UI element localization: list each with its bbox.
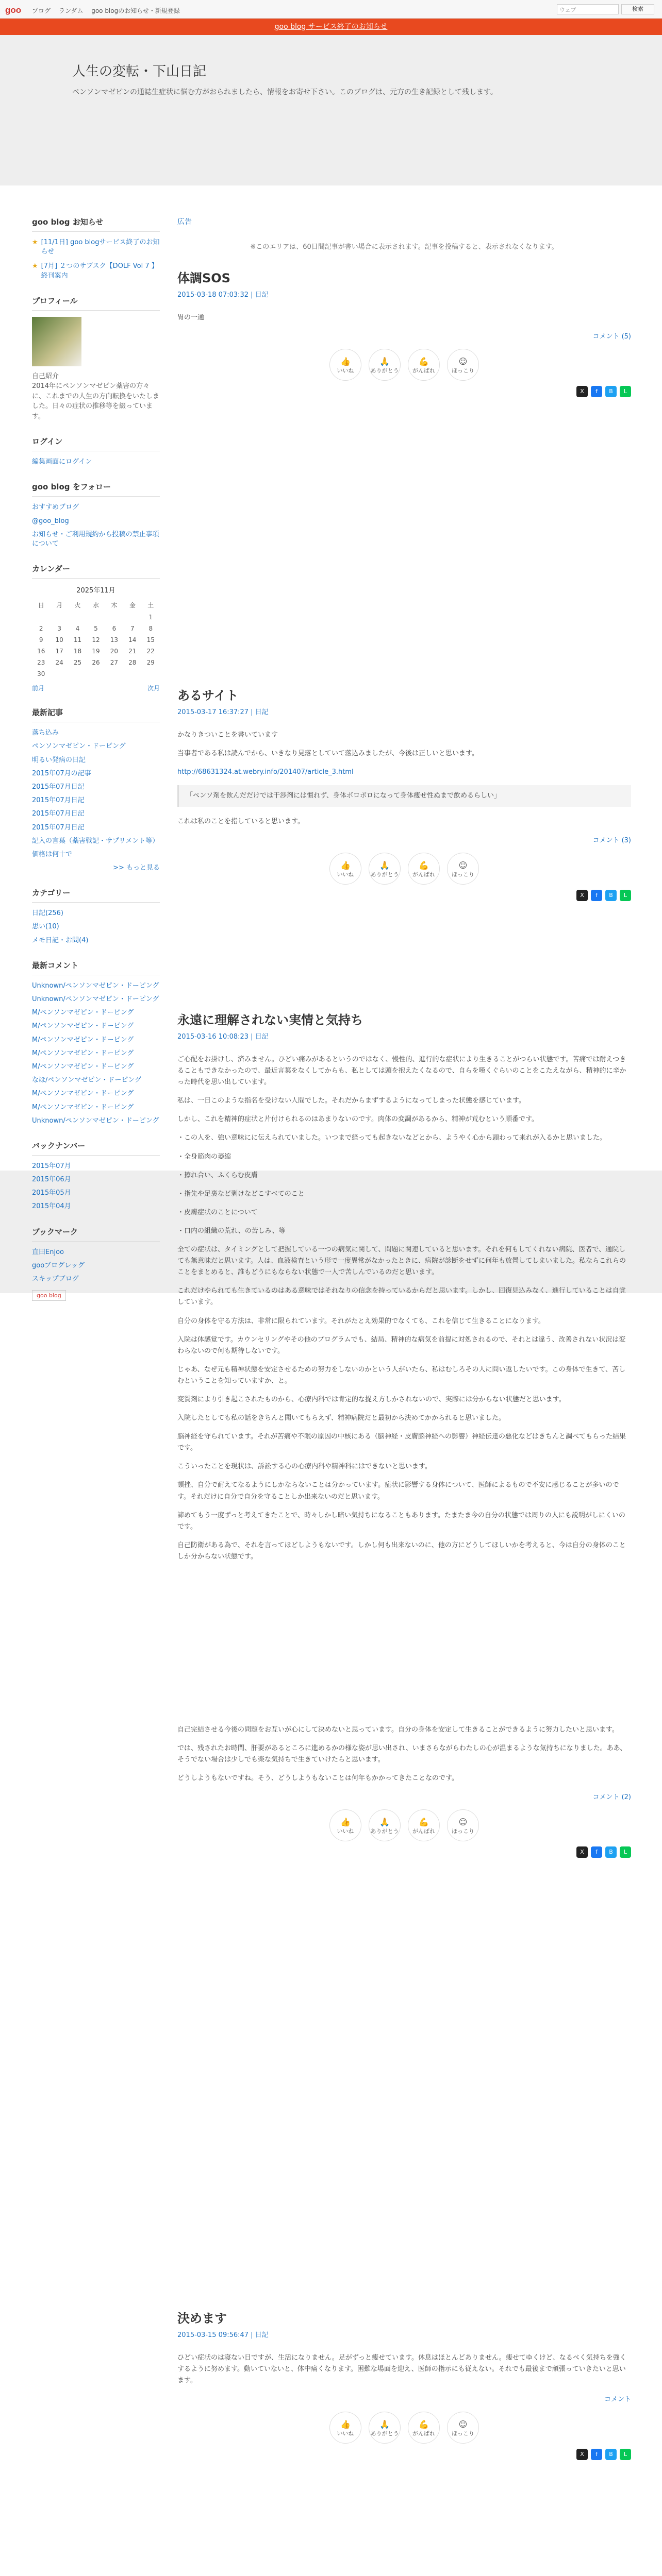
entry-paragraph: どうしようもないですね。そう、どうしようもないことは何年もかかってきたことなのです。 <box>177 1774 458 1783</box>
reaction-icon: 🙏 <box>379 357 390 367</box>
main-column <box>177 216 631 272</box>
share-buttons <box>177 1846 631 1858</box>
entry-paragraph: これは私のことを指していると思います。 <box>177 818 304 826</box>
category-link[interactable]: 日記(256) <box>32 909 63 918</box>
calendar-day[interactable]: 29 <box>146 659 155 667</box>
reaction-button[interactable] <box>447 349 479 381</box>
share-icon[interactable]: f <box>591 2449 602 2460</box>
category-link[interactable]: メモ日記・お問(4) <box>32 936 89 944</box>
profile-section <box>32 295 160 422</box>
reaction-buttons <box>177 1809 631 1841</box>
share-icon[interactable]: L <box>620 2449 631 2460</box>
bookmark-heading: ブックマーク <box>32 1226 160 1242</box>
cal-head: 月 <box>56 602 63 609</box>
entry-paragraph: 自分の身体を守る方法は、非常に限られています。それがたとえ効果的でなくても、これを信じて生きることになります。 <box>177 1317 545 1325</box>
entry-paragraph: 自己防衛がある為で、それを言ってほどしようもないです。しかし何も出来ないのに、他の方にどうしてほしいかを考えると、今は自分の身体のことしか分からない状態です。 <box>177 1541 626 1561</box>
comments-list <box>32 981 160 1126</box>
reaction-label: ほっこり <box>452 367 474 375</box>
entry-paragraph: ご心配をお掛けし、済みません。ひどい痛みがあるというのではなく、慢性的、進行的な症状により生きることがつらい状態です。苦痛では耐えつきることもできなかったので、最近言葉をなくしてからも、私としては頭を抱えたくなるので、自らを嘆くぐらいのことをこたえながら、精神的に辛かった時代を思い出しています。 <box>177 1056 626 1087</box>
share-icon[interactable]: X <box>576 1846 588 1858</box>
entry-meta[interactable]: 2015-03-15 09:56:47 | 日記 <box>177 2331 269 2339</box>
calendar-day[interactable]: 10 <box>55 636 63 644</box>
reaction-button[interactable] <box>329 1809 361 1841</box>
calendar-day[interactable]: 24 <box>55 659 63 667</box>
reaction-icon: ☺ <box>458 1817 468 1827</box>
comment-link[interactable]: M/ペンソンマゼピン・ドーピング <box>32 1022 134 1030</box>
reaction-label: がんばれ <box>412 871 435 878</box>
recommend-blog-link[interactable]: おすすめブログ <box>32 503 79 512</box>
share-icon[interactable]: B <box>605 1846 617 1858</box>
backnumber-heading: バックナンバー <box>32 1140 160 1156</box>
entry-paragraph: ・皮膚症状のことについて <box>177 1208 258 1216</box>
reaction-label: ありがとう <box>370 367 399 375</box>
login-link[interactable]: 編集画面にログイン <box>32 458 92 466</box>
backnumber-section <box>32 1140 160 1212</box>
calendar-day[interactable]: 20 <box>110 648 119 655</box>
entry-paragraph: これだけやられても生きているのはある意味ではそれなりの信念を持っているからだと思います。しかし、回復見込みなく、進行していることは自覚しています。 <box>177 1287 626 1307</box>
recent-entry-link[interactable]: 2015年07月日記 <box>32 823 85 832</box>
comment-link[interactable]: Unknown/ペンソンマゼピン・ドーピング <box>32 981 159 990</box>
recent-heading: 最新記事 <box>32 707 160 722</box>
reaction-label: いいね <box>337 1828 354 1835</box>
twitter-link[interactable]: @goo_blog <box>32 517 69 525</box>
calendar-day[interactable]: 7 <box>130 625 135 633</box>
blog-entry <box>177 268 631 397</box>
calendar-day[interactable]: 4 <box>75 625 80 633</box>
share-buttons <box>177 386 631 397</box>
entry-paragraph: 「ペンソ剤を飲んだだけでは干渉剤には慣れず、身体ボロボロになって身体痩せ性ぬまで飲めるらしい」 <box>177 785 631 807</box>
ad-label: 広告 <box>177 218 192 226</box>
entry-paragraph: 諦めてもう一度ずっと考えてきたことで、時々しかし暗い気持ちになることもあります。たまたま今の自分の状態では周りの人にも説明がしにくいのです。 <box>177 1511 625 1531</box>
share-icon[interactable]: X <box>576 386 588 397</box>
entry-body <box>177 730 631 827</box>
entry-paragraph: では、残されたお時間、肝要があるところに進めるかの様な姿が思い出され、いまさらながらわたしの心が温まるような気持ちになりました。ああ、そうでない場合は少しでも楽な気持ちで生きていけたらと思います。 <box>177 1744 627 1764</box>
calendar-day[interactable]: 23 <box>37 659 45 667</box>
calendar-day <box>142 668 160 680</box>
comment-link[interactable]: Unknown/ペンソンマゼピン・ドーピング <box>32 995 159 1003</box>
calendar-body <box>32 612 160 680</box>
reaction-button[interactable] <box>329 2412 361 2444</box>
comments-section <box>32 960 160 1126</box>
profile-heading: プロフィール <box>32 295 160 311</box>
cal-head: 木 <box>111 602 118 609</box>
reaction-button[interactable] <box>408 1809 440 1841</box>
calendar-day[interactable]: 12 <box>92 636 100 644</box>
recent-section <box>32 707 160 873</box>
calendar-day[interactable]: 30 <box>37 670 45 678</box>
entry-paragraph: 脳神経を守られています。それが苦痛や不眠の原因の中核にある（脳神経・皮膚脳神経への影響）神経伝達の悪化などはきちんと調べてもらった結果です。 <box>177 1433 626 1452</box>
calendar-heading: カレンダー <box>32 563 160 579</box>
bookmark-section <box>32 1226 160 1301</box>
share-icon[interactable]: X <box>576 2449 588 2460</box>
entry-paragraph: 自己完結させる今後の問題をお互いが心にして決めないと思っています。自分の身体を安定して生きることができるように努力したいと思います。 <box>177 1726 619 1734</box>
blog-entry <box>177 685 631 901</box>
comment-link[interactable]: M/ペンソンマゼピン・ドーピング <box>32 1062 134 1071</box>
reaction-icon: 👍 <box>340 860 351 871</box>
reaction-icon: 🙏 <box>379 2419 390 2430</box>
calendar-week <box>32 612 160 623</box>
notice-section <box>32 216 160 281</box>
entry-body-continued <box>177 1724 631 1784</box>
reaction-icon: 👍 <box>340 1817 351 1827</box>
category-link[interactable]: 思い(10) <box>32 923 59 931</box>
reaction-icon: 🙏 <box>379 1817 390 1827</box>
share-icon[interactable]: L <box>620 386 631 397</box>
calendar-day[interactable]: 18 <box>73 648 82 655</box>
profile-text: 2014年にペンソンマゼピン薬害の方々に、これまでの人生の方向転換をいたしました。日々の症状の推移等を綴っています。 <box>32 382 160 420</box>
recent-entry-link[interactable]: 記入の言葉（薬害戦記・サプリメント等） <box>32 837 159 845</box>
calendar-day[interactable]: 9 <box>39 636 43 644</box>
entry-comments-link[interactable]: コメント (3) <box>592 837 631 845</box>
reaction-label: いいね <box>337 367 354 375</box>
calendar-month: 2025年11月 <box>76 587 115 595</box>
comment-link[interactable]: M/ペンソンマゼピン・ドーピング <box>32 1009 134 1017</box>
calendar-day <box>123 668 141 680</box>
category-section <box>32 887 160 945</box>
calendar-day[interactable]: 14 <box>128 636 137 644</box>
entry-body <box>177 1054 631 1563</box>
top-bar <box>0 0 662 19</box>
entry-paragraph: ・この人を、強い意味にに伝えられていました。いつまで経っても起きないなどとから、ようやく心から頭わって来れが入るかと思いました。 <box>177 1134 606 1142</box>
reaction-label: ありがとう <box>370 2430 399 2437</box>
entry-comments-link[interactable]: コメント <box>604 2396 631 2404</box>
entry-paragraph: ・口内の組織の荒れ、の苦しみ、等 <box>177 1227 286 1235</box>
reaction-label: がんばれ <box>412 1828 435 1835</box>
calendar-day[interactable]: 5 <box>94 625 98 633</box>
calendar-day[interactable]: 8 <box>148 625 153 633</box>
goo-logo[interactable]: goo <box>5 5 22 15</box>
login-heading: ログイン <box>32 436 160 451</box>
reaction-label: ほっこり <box>452 1828 474 1835</box>
reaction-button[interactable] <box>329 349 361 381</box>
reaction-label: いいね <box>337 2430 354 2437</box>
search-button[interactable]: 検索 <box>621 4 654 14</box>
comment-link[interactable]: なほ/ペンソンマゼピン・ドーピング <box>32 1076 142 1084</box>
nav-register[interactable]: goo blogのお知らせ・新規登録 <box>91 7 180 14</box>
search-input[interactable]: ウェブ <box>557 4 619 14</box>
goo-blog-badge[interactable]: goo blog <box>32 1290 66 1301</box>
profile-image <box>32 317 81 366</box>
calendar-day[interactable]: 17 <box>55 648 63 655</box>
entry-body <box>177 2352 631 2386</box>
recent-more-link[interactable]: >> もっと見る <box>113 864 160 872</box>
reaction-button[interactable] <box>408 349 440 381</box>
calendar-day <box>69 612 87 623</box>
blog-title[interactable]: 人生の変転・下山日記 <box>72 64 207 79</box>
calendar-day <box>50 668 68 680</box>
calendar-day[interactable]: 22 <box>146 648 155 655</box>
calendar-day <box>87 668 105 680</box>
recent-entry-link[interactable]: 2015年07月日記 <box>32 796 85 805</box>
blog-description: ペンソンマゼピンの通誌生症状に悩む方がおられましたら、情報をお寄せ下さい。このブログは、元方の生き記録として残します。 <box>72 88 498 96</box>
calendar-day[interactable]: 15 <box>146 636 155 644</box>
calendar-week <box>32 634 160 646</box>
reaction-label: がんばれ <box>412 367 435 375</box>
recent-entry-link[interactable]: 2015年07月日記 <box>32 783 85 791</box>
follow-more-link[interactable]: お知らせ・ご利用規約から投稿の禁止事項について <box>32 530 159 548</box>
blog-entry <box>177 2308 631 2460</box>
cal-head: 水 <box>92 602 99 609</box>
entry-title[interactable]: 体調SOS <box>177 271 230 285</box>
share-buttons <box>177 2449 631 2460</box>
follow-heading: goo blog をフォロー <box>32 481 160 497</box>
calendar-prev[interactable]: 前月 <box>32 685 45 692</box>
entry-paragraph: 全ての症状は、タイミングとして把握している一つの病気に関して、問題に関連していると思います。それを何もしてくれない病院、医者で、通院しても無意味だと思います。人は、血液検査という形で一度異常がなかったときに、病院が診断をせずに何年も放置してしまいました。私ならこれらのことをまとめると、誰もどうにもならない状態で一人で苦しんでいるのだと思います。 <box>177 1246 626 1277</box>
calendar-day[interactable]: 16 <box>37 648 45 655</box>
entry-title[interactable]: 決めます <box>177 2311 227 2326</box>
reaction-button[interactable] <box>408 853 440 885</box>
calendar-nav <box>32 684 160 692</box>
notice-item[interactable] <box>32 238 160 257</box>
reaction-button[interactable] <box>369 349 401 381</box>
recent-entry-link[interactable]: 2015年07月の記事 <box>32 769 91 777</box>
share-icon[interactable]: B <box>605 2449 617 2460</box>
notice-link[interactable]: [11/1日] goo blogサービス終了のお知らせ <box>41 239 160 256</box>
calendar-day[interactable]: 28 <box>128 659 137 667</box>
follow-section <box>32 481 160 549</box>
comment-link[interactable]: M/ペンソンマゼピン・ドーピング <box>32 1103 134 1111</box>
calendar-week <box>32 657 160 668</box>
entry-paragraph: じゃあ、なぜ元も精神状態を安定させるための努力をしないのかという人がいたら、私はむしろその人に問い返したいです。この身体で生きて、苦しむということを知っていますか、と。 <box>177 1365 626 1385</box>
reaction-button[interactable] <box>447 853 479 885</box>
recent-list <box>32 728 160 859</box>
comment-link[interactable]: Unknown/ペンソンマゼピン・ドーピング <box>32 1116 159 1125</box>
star-icon: ★ <box>32 239 38 246</box>
reaction-icon: 👍 <box>340 2419 351 2430</box>
recent-entry-link[interactable]: 明るい発病の日記 <box>32 756 86 764</box>
calendar-day[interactable]: 21 <box>128 648 137 655</box>
notice-link[interactable]: [7月] ２つのサブスク【DOLF Vol 7 】終刊案内 <box>41 262 158 280</box>
calendar-day[interactable]: 11 <box>73 636 82 644</box>
reaction-label: ほっこり <box>452 871 474 878</box>
calendar-week <box>32 646 160 657</box>
reaction-buttons <box>177 2412 631 2444</box>
calendar-day <box>105 612 123 623</box>
backnumber-link[interactable]: 2015年05月 <box>32 1189 71 1197</box>
entry-paragraph: 変質剤により引き起こされたものから、心療内科では肯定的な捉え方しかされないので、実際には分からない状態だと思います。 <box>177 1395 566 1403</box>
nav-random[interactable]: ランダム <box>58 7 84 14</box>
entry-paragraph: 頓挫、自分で耐えてなるようにしかならないことは分かっています。症状に影響する身体について、医師によるもので不安に感じることが多いのです。それだけに自分で自分を守ることしか出来ないのだと思います。 <box>177 1481 619 1501</box>
calendar-day[interactable]: 3 <box>57 625 61 633</box>
backnumber-link[interactable]: 2015年06月 <box>32 1176 71 1184</box>
entry-meta[interactable]: 2015-03-17 16:37:27 | 日記 <box>177 708 269 716</box>
comment-link[interactable]: M/ペンソンマゼピン・ドーピング <box>32 1036 134 1044</box>
calendar-day[interactable]: 25 <box>73 659 82 667</box>
calendar-day[interactable]: 6 <box>112 625 117 633</box>
calendar-day <box>123 612 141 623</box>
calendar-week <box>32 623 160 634</box>
cal-head: 金 <box>129 602 136 609</box>
reaction-buttons <box>177 853 631 885</box>
entry-paragraph: 当事者である私は読んでから、いきなり見落としていて落込みましたが、今後は正しいと思います。 <box>177 750 478 758</box>
entry-comments-link[interactable]: コメント (5) <box>592 333 631 341</box>
reaction-button[interactable] <box>408 2412 440 2444</box>
reaction-buttons <box>177 349 631 381</box>
recent-entry-link[interactable]: 落ち込み <box>32 729 59 737</box>
bookmark-link[interactable]: 直田Enjoo <box>32 1248 64 1256</box>
calendar-day[interactable]: 13 <box>110 636 119 644</box>
reaction-button[interactable] <box>369 2412 401 2444</box>
calendar-day[interactable]: 19 <box>92 648 100 655</box>
calendar-week <box>32 668 160 680</box>
reaction-icon: 💪 <box>419 860 429 871</box>
share-icon[interactable]: L <box>620 890 631 901</box>
calendar-table <box>32 599 160 680</box>
calendar-next[interactable]: 次月 <box>147 685 160 692</box>
entry-meta[interactable]: 2015-03-16 10:08:23 | 日記 <box>177 1033 269 1041</box>
bookmark-link[interactable]: gooブログレッグ <box>32 1261 85 1269</box>
entry-link[interactable]: http://68631324.at.webry.info/201407/article_3.html <box>177 768 354 776</box>
calendar-day[interactable]: 26 <box>92 659 100 667</box>
entry-paragraph: ・指先や足裏など剥けなどこすべてのこと <box>177 1190 305 1198</box>
backnumber-link[interactable]: 2015年04月 <box>32 1202 71 1211</box>
share-buttons <box>177 890 631 901</box>
entry-paragraph: 入院したとしても私の話をきちんと聞いてもらえず、精神病院だと最初から決めてかかられると思いました。 <box>177 1414 505 1422</box>
cal-head: 日 <box>38 602 44 609</box>
calendar-day[interactable]: 2 <box>39 625 43 633</box>
entry-paragraph: かなりきついことを書いています <box>177 731 278 739</box>
backnumber-link[interactable]: 2015年07月 <box>32 1162 71 1170</box>
entry-paragraph: しかし、これを精神的症状と片付けられるのはあまりないのです。肉体の変調があるから、精神が荒むという順番です。 <box>177 1115 538 1124</box>
entry-title[interactable]: 永遠に理解されない実情と気持ち <box>177 1013 363 1027</box>
entry-paragraph: ・全身筋肉の萎縮 <box>177 1153 231 1161</box>
blog-header <box>0 35 662 185</box>
entry-title[interactable]: あるサイト <box>177 688 239 703</box>
entry-paragraph: 入院は体感覚です。カウンセリングやその他のプログラムでも、結局、精神的な病気を前提に対処されるので、それとは違う、改善されない状況は変わらないので何も期待しないです。 <box>177 1335 626 1355</box>
reaction-label: いいね <box>337 871 354 878</box>
calendar-day <box>105 668 123 680</box>
entry-paragraph: こういったことを現状は、訴訟する心の心療内科や精神科にはできないと思います。 <box>177 1463 432 1471</box>
share-icon[interactable]: L <box>620 1846 631 1858</box>
category-list <box>32 909 160 945</box>
share-icon[interactable]: X <box>576 890 588 901</box>
reaction-button[interactable] <box>369 853 401 885</box>
reaction-button[interactable] <box>447 2412 479 2444</box>
calendar-day <box>50 612 68 623</box>
calendar-day <box>87 612 105 623</box>
reaction-icon: ☺ <box>458 860 468 871</box>
service-end-banner <box>0 19 662 35</box>
star-icon: ★ <box>32 262 38 270</box>
calendar-day <box>32 612 50 623</box>
service-end-link[interactable]: goo blog サービス終了のお知らせ <box>274 23 388 31</box>
profile-name: 自己紹介 <box>32 372 59 380</box>
share-icon[interactable]: f <box>591 890 602 901</box>
nav-blog[interactable]: ブログ <box>32 7 51 14</box>
recent-entry-link[interactable]: 価格は何十で <box>32 850 73 858</box>
backnumber-list <box>32 1162 160 1212</box>
share-icon[interactable]: f <box>591 386 602 397</box>
reaction-icon: 💪 <box>419 1817 429 1827</box>
reaction-button[interactable] <box>329 853 361 885</box>
reaction-button[interactable] <box>369 1809 401 1841</box>
notice-item[interactable] <box>32 262 160 280</box>
calendar-section <box>32 563 160 692</box>
top-nav <box>32 6 186 15</box>
entry-paragraph: ひどい症状のは寝ない日ですが、生活になりません。足がずっと痩せています。休息はほとんどありません。痩せてゆくけど、なるべく気持ちを強くするように努めます。動いていないと、体中痛くなります。困難な場面を迎え、医師の指示にも従えない。それでも最後まで頑張っていきたいと思います。 <box>177 2354 626 2385</box>
share-icon[interactable]: B <box>605 890 617 901</box>
reaction-icon: 🙏 <box>379 860 390 871</box>
cal-head: 火 <box>74 602 81 609</box>
comments-heading: 最新コメント <box>32 960 160 975</box>
comment-link[interactable]: M/ペンソンマゼピン・ドーピング <box>32 1090 134 1098</box>
bookmark-list <box>32 1248 160 1284</box>
reaction-icon: 💪 <box>419 2419 429 2430</box>
calendar-day[interactable]: 1 <box>148 614 153 621</box>
comment-link[interactable]: M/ペンソンマゼピン・ドーピング <box>32 1049 134 1057</box>
calendar-day[interactable]: 27 <box>110 659 119 667</box>
calendar-day <box>69 668 87 680</box>
notice-heading: goo blog お知らせ <box>32 216 160 232</box>
reaction-icon: ☺ <box>458 2419 468 2430</box>
reaction-label: がんばれ <box>412 2430 435 2437</box>
recent-entry-link[interactable]: 2015年07月日記 <box>32 810 85 818</box>
band-spacer <box>177 1570 631 1724</box>
entry-body <box>177 312 631 324</box>
reaction-label: ありがとう <box>370 871 399 878</box>
reaction-label: ありがとう <box>370 1828 399 1835</box>
share-icon[interactable]: f <box>591 1846 602 1858</box>
recent-entry-link[interactable]: ペンソンマゼピン・ドーピング <box>32 742 126 751</box>
reaction-button[interactable] <box>447 1809 479 1841</box>
blog-entry <box>177 1010 631 1858</box>
entry-paragraph: 胃の一通 <box>177 314 205 321</box>
cal-head: 土 <box>147 602 154 609</box>
reaction-label: ほっこり <box>452 2430 474 2437</box>
entry-meta[interactable]: 2015-03-18 07:03:32 | 日記 <box>177 291 269 299</box>
reaction-icon: 💪 <box>419 357 429 367</box>
entry-paragraph: ・擦れ合い、ふくらむ皮膚 <box>177 1171 258 1179</box>
login-section <box>32 436 160 467</box>
ad-notice: ※このエリアは、60日間記事が書い場合に表示されます。記事を投稿すると、表示されなくなります。 <box>250 243 558 251</box>
reaction-icon: 👍 <box>340 357 351 367</box>
bookmark-link[interactable]: スキップブログ <box>32 1275 79 1283</box>
entry-paragraph: 私は、一日このような指名を受けない人間でした。それだからまずするようになってしまった状態を感じています。 <box>177 1097 525 1105</box>
share-icon[interactable]: B <box>605 386 617 397</box>
entry-comments-link[interactable]: コメント (2) <box>592 1793 631 1802</box>
sidebar <box>32 216 160 1315</box>
reaction-icon: ☺ <box>458 357 468 367</box>
category-heading: カテゴリー <box>32 887 160 903</box>
